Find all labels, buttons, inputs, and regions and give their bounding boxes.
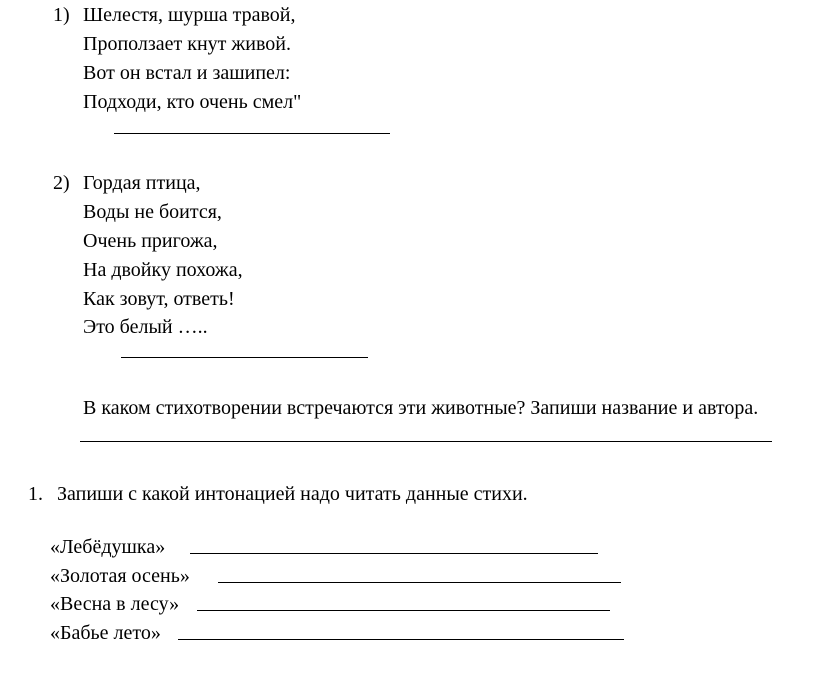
poem-title-3: «Весна в лесу» (50, 593, 180, 615)
poem-title-2: «Золотая осень» (50, 565, 190, 587)
poem-2-answer-line[interactable] (218, 582, 621, 583)
poem-4-answer-line[interactable] (178, 639, 624, 640)
riddle-1-line-4: Подходи, кто очень смел" (83, 91, 302, 113)
poem-title-4: «Бабье лето» (50, 622, 161, 644)
riddle-2-line-5: Как зовут, ответь! (83, 288, 235, 310)
poem-3-answer-line[interactable] (197, 610, 610, 611)
riddle-1-number: 1) (53, 4, 70, 26)
riddle-2-line-3: Очень пригожа, (83, 230, 218, 252)
riddle-1-line-1: Шелестя, шурша травой, (83, 4, 296, 26)
task-1-number: 1. (28, 483, 43, 505)
riddle-1-line-2: Проползает кнут живой. (83, 33, 291, 55)
riddle-2-line-2: Воды не боится, (83, 201, 222, 223)
poem-1-answer-line[interactable] (190, 553, 598, 554)
poem-title-1: «Лебёдушка» (50, 536, 166, 558)
riddle-2-answer-line[interactable] (121, 357, 368, 358)
riddle-2-line-6: Это белый ….. (83, 316, 208, 338)
task-1-text: Запиши с какой интонацией надо читать данные стихи. (57, 483, 528, 505)
riddle-2-number: 2) (53, 172, 70, 194)
riddle-1-line-3: Вот он встал и зашипел: (83, 62, 291, 84)
question-text: В каком стихотворении встречаются эти животные? Запиши название и автора. (83, 397, 759, 419)
riddle-1-answer-line[interactable] (114, 133, 390, 134)
question-answer-line[interactable] (80, 441, 772, 442)
riddle-2-line-1: Гордая птица, (83, 172, 201, 194)
riddle-2-line-4: На двойку похожа, (83, 259, 243, 281)
